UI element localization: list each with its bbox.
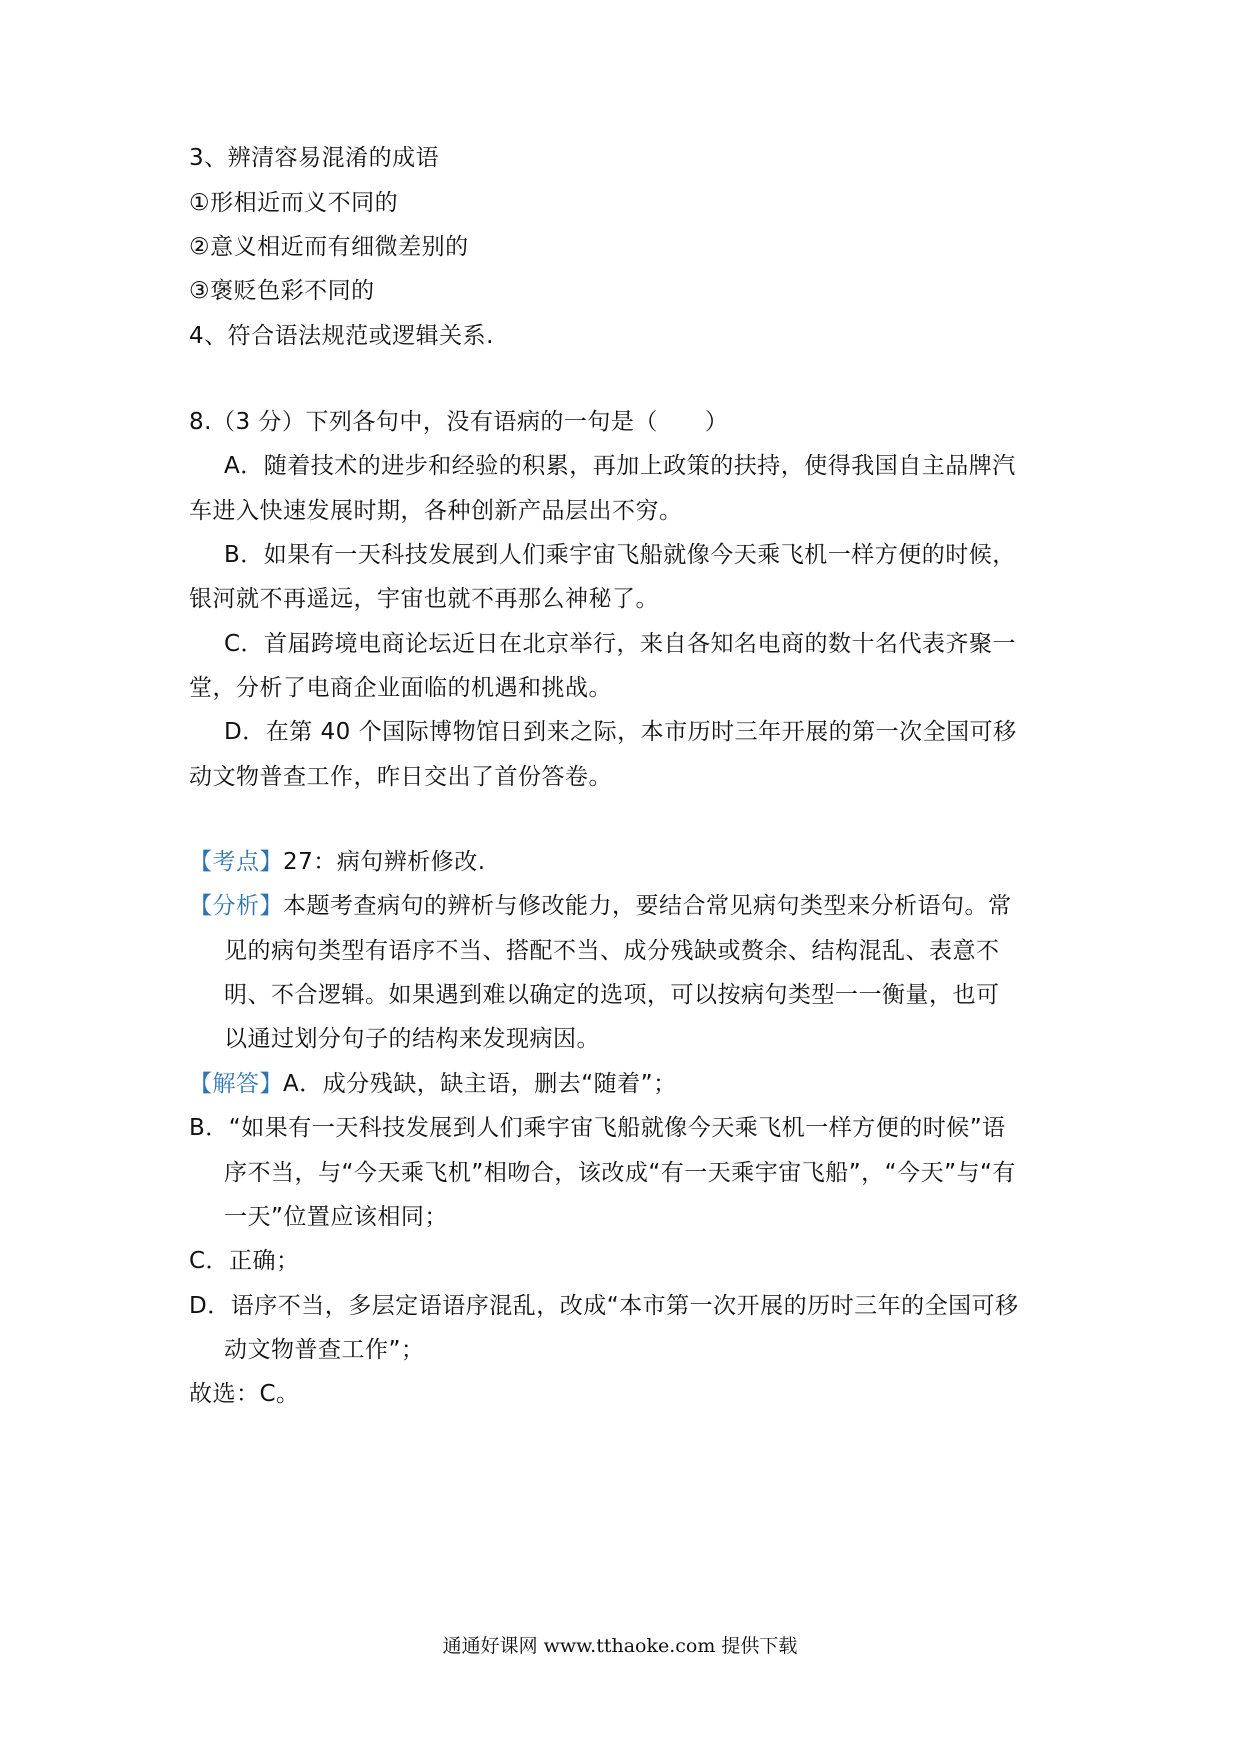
jieda-tag: 【解答】 <box>189 1071 283 1097</box>
note-sub-2: ②意义相近而有细微差别的 <box>189 234 469 260</box>
fenxi-row <box>189 890 1012 922</box>
option-b-line1: B．如果有一天科技发展到人们乘宇宙飞船就像今天乘飞机一样方便的时候， <box>224 542 1016 568</box>
option-d-line2: 动文物普查工作，昨日交出了首份答卷。 <box>189 764 612 790</box>
jieda-row <box>189 1068 677 1100</box>
kaodian-row <box>189 846 486 878</box>
option-d-line1: D．在第 40 个国际博物馆日到来之际，本市历时三年开展的第一次全国可移 <box>224 719 1017 745</box>
conclusion: 故选：C。 <box>189 1381 300 1407</box>
answer-b-line3: 一天”位置应该相同； <box>224 1204 448 1230</box>
answer-c-line: C．正确； <box>189 1248 300 1274</box>
footer-credit: 通通好课网 www.tthaoke.com 提供下载 <box>442 1635 798 1657</box>
fenxi-line-4: 以通过划分句子的结构来发现病因。 <box>224 1026 600 1052</box>
kaodian-tag: 【考点】 <box>189 849 283 875</box>
note-item-4: 4、符合语法规范或逻辑关系. <box>189 323 494 349</box>
note-item-3: 3、辨清容易混淆的成语 <box>189 145 440 171</box>
fenxi-tag: 【分析】 <box>189 893 283 919</box>
option-c-line2: 堂，分析了电商企业面临的机遇和挑战。 <box>189 675 612 701</box>
jieda-text: A．成分残缺，缺主语，删去“随着”； <box>283 1071 677 1097</box>
note-sub-3: ③褒贬色彩不同的 <box>189 278 375 304</box>
note-sub-1: ①形相近而义不同的 <box>189 190 399 216</box>
fenxi-line-3: 明、不合逻辑。如果遇到难以确定的选项，可以按病句类型一一衡量，也可 <box>224 982 1000 1008</box>
fenxi-line-1: 本题考查病句的辨析与修改能力，要结合常见病句类型来分析语句。常 <box>283 893 1012 919</box>
answer-d-line2: 动文物普查工作”； <box>224 1337 425 1363</box>
answer-b-line1: B．“如果有一天科技发展到人们乘宇宙飞船就像今天乘飞机一样方便的时候”语 <box>189 1115 1006 1141</box>
option-b-line2: 银河就不再遥远，宇宙也就不再那么神秘了。 <box>189 586 659 612</box>
answer-b-line2: 序不当，与“今天乘飞机”相吻合，该改成“有一天乘宇宙飞船”，“今天”与“有 <box>224 1160 1016 1186</box>
question-stem: 8.（3 分）下列各句中，没有语病的一句是（ ） <box>189 409 729 435</box>
option-a-line1: A．随着技术的进步和经验的积累，再加上政策的扶持，使得我国自主品牌汽 <box>224 453 1016 479</box>
option-c-line1: C．首届跨境电商论坛近日在北京举行，来自各知名电商的数十名代表齐聚一 <box>224 631 1017 657</box>
kaodian-text: 27：病句辨析修改. <box>283 849 486 875</box>
fenxi-line-2: 见的病句类型有语序不当、搭配不当、成分残缺或赘余、结构混乱、表意不 <box>224 938 1000 964</box>
answer-d-line1: D．语序不当，多层定语语序混乱，改成“本市第一次开展的历时三年的全国可移 <box>189 1293 1019 1319</box>
option-a-line2: 车进入快速发展时期，各种创新产品层出不穷。 <box>189 498 683 524</box>
